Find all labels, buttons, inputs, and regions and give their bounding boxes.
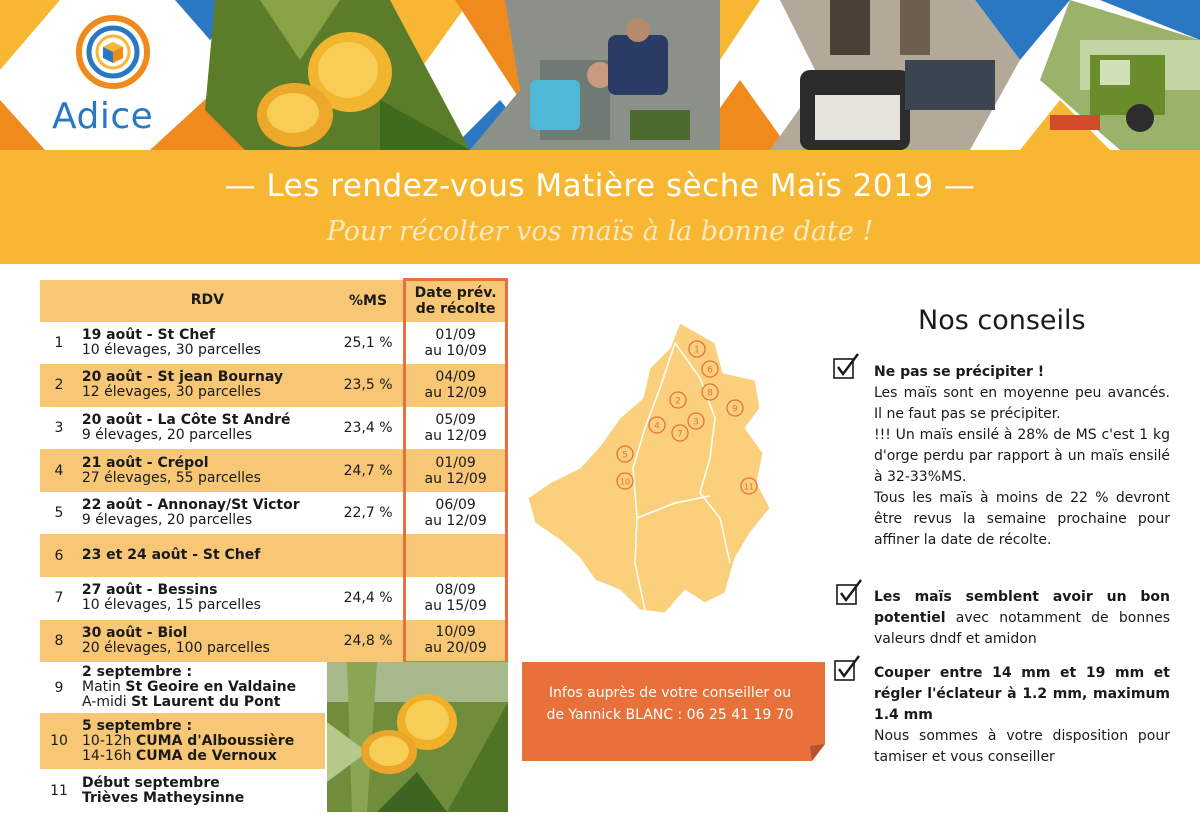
map-marker-label: 5 xyxy=(622,450,628,461)
banner-graphics xyxy=(0,0,1200,150)
table-row xyxy=(40,534,507,577)
rdv-title: 19 août - St Chef xyxy=(81,326,215,343)
row-date xyxy=(405,620,507,663)
rdv-title: 30 août - Biol xyxy=(81,624,188,641)
row-num: 8 xyxy=(54,632,64,649)
row-place: Trièves Matheysinne xyxy=(82,789,245,806)
checkbox-checked-icon xyxy=(835,578,865,608)
map-marker xyxy=(702,361,718,377)
row-date xyxy=(405,364,507,407)
header-date-line1: Date prév. xyxy=(414,285,497,302)
row-text xyxy=(78,665,296,710)
row-title: Début septembre xyxy=(82,774,220,791)
brand-name: Adice xyxy=(52,96,154,137)
row-title: 5 septembre : xyxy=(82,717,193,734)
rdv-sub: 27 élevages, 55 parcelles xyxy=(81,469,261,486)
advice-text: Les maïs sont en moyenne peu avancés. Il ne faut pas se précipiter. xyxy=(874,385,1170,422)
row-prefix: A-midi xyxy=(82,694,132,710)
date-end: au 20/09 xyxy=(424,640,487,657)
header-ms: %MS xyxy=(349,292,388,309)
map-marker-label: 3 xyxy=(693,417,699,428)
row-title: 2 septembre : xyxy=(82,664,193,680)
advice-text: Nous sommes à votre disposition pour tamiser et vous conseiller xyxy=(874,728,1170,765)
date-start: 05/09 xyxy=(435,411,476,428)
rdv-sub: 9 élevages, 20 parcelles xyxy=(81,426,253,443)
map-marker-label: 4 xyxy=(654,421,660,432)
list-item xyxy=(40,769,325,812)
date-start: 06/09 xyxy=(435,497,476,514)
advice-text: Tous les maïs à moins de 22 % devront être revus la semaine prochaine pour affiner la date de récolte. xyxy=(874,490,1170,548)
map-marker-label: 6 xyxy=(707,365,713,376)
row-num: 3 xyxy=(54,419,64,436)
rdv-sub: 9 élevages, 20 parcelles xyxy=(81,512,253,529)
row-prefix: 14-16h xyxy=(82,747,137,764)
map-marker xyxy=(702,384,718,400)
map-marker xyxy=(617,473,633,489)
page-subtitle: Pour récolter vos maïs à la bonne date ! xyxy=(326,216,874,247)
map-marker-label: 10 xyxy=(619,477,631,487)
row-place: St Geoire en Valdaine xyxy=(125,679,297,695)
row-rdv xyxy=(78,364,333,407)
title-band xyxy=(0,150,1200,264)
map-marker-label: 8 xyxy=(707,388,713,399)
map-marker xyxy=(617,446,633,462)
row-ms: 24,7 % xyxy=(343,462,393,479)
advice-title: Ne pas se précipiter ! xyxy=(874,364,1045,380)
map-marker xyxy=(741,478,757,494)
conseils-title: Nos conseils xyxy=(918,305,1086,336)
row-rdv xyxy=(78,449,333,492)
adice-logo-icon xyxy=(68,12,158,102)
advice-title: Les maïs semblent avoir un bon potentiel xyxy=(874,589,1170,626)
info-line-2: de Yannick BLANC : 06 25 41 19 70 xyxy=(546,707,794,723)
row-place: CUMA de Vernoux xyxy=(136,747,277,764)
row-date xyxy=(405,407,507,450)
info-contact xyxy=(522,682,818,726)
table-row xyxy=(40,577,507,620)
row-num: 7 xyxy=(54,590,64,607)
date-start: 10/09 xyxy=(435,624,476,641)
row-text xyxy=(78,776,244,806)
date-start: 01/09 xyxy=(435,454,476,471)
header-rdv: RDV xyxy=(190,292,224,308)
list-item xyxy=(40,662,325,713)
date-end: au 12/09 xyxy=(424,385,487,402)
advice-item xyxy=(874,362,1170,551)
date-start: 08/09 xyxy=(435,582,476,599)
row-date xyxy=(405,534,507,577)
rdv-title: 20 août - St jean Bournay xyxy=(81,369,283,386)
map-marker-label: 11 xyxy=(743,482,755,492)
row-prefix: Matin xyxy=(82,679,126,695)
date-end: au 12/09 xyxy=(424,470,487,487)
row-rdv xyxy=(78,407,333,450)
row-prefix: 10-12h xyxy=(82,732,137,749)
rdv-table xyxy=(40,278,508,664)
rdv-sub: 10 élevages, 30 parcelles xyxy=(81,341,261,358)
table-row xyxy=(40,492,507,535)
map-marker-label: 1 xyxy=(694,345,700,356)
table-header xyxy=(40,280,507,322)
row-num: 6 xyxy=(54,547,64,564)
header-num xyxy=(40,280,78,322)
row-place: St Laurent du Pont xyxy=(131,694,281,710)
row-date xyxy=(405,449,507,492)
info-line-1: Infos auprès de votre conseiller ou xyxy=(548,685,792,701)
row-num: 1 xyxy=(54,334,64,351)
row-num: 5 xyxy=(54,505,64,522)
date-end: au 12/09 xyxy=(424,427,487,444)
row-ms: 23,4 % xyxy=(343,419,393,436)
lower-rows xyxy=(40,662,325,812)
header-date xyxy=(405,280,507,322)
row-num: 10 xyxy=(50,733,68,749)
row-ms: 24,4 % xyxy=(343,590,393,607)
row-place: CUMA d'Alboussière xyxy=(136,732,295,749)
row-num: 11 xyxy=(50,782,68,799)
rdv-sub: 12 élevages, 30 parcelles xyxy=(81,384,261,401)
region-map xyxy=(525,318,775,618)
date-start: 01/09 xyxy=(435,326,476,343)
row-ms: 23,5 % xyxy=(343,377,393,394)
rdv-sub: 10 élevages, 15 parcelles xyxy=(81,597,261,614)
table-row xyxy=(40,364,507,407)
checkbox-checked-icon xyxy=(832,352,862,382)
list-item xyxy=(40,713,325,769)
checkbox-checked-icon xyxy=(833,654,863,684)
date-end: au 15/09 xyxy=(424,598,487,615)
date-start: 04/09 xyxy=(435,369,476,386)
row-num: 9 xyxy=(54,679,64,696)
row-rdv xyxy=(78,534,333,577)
advice-item xyxy=(874,587,1170,650)
advice-title: Couper entre 14 mm et 19 mm et régler l'éclateur à 1.2 mm, maximum 1.4 mm xyxy=(874,665,1170,723)
row-ms: 25,1 % xyxy=(343,334,393,351)
row-rdv xyxy=(78,492,333,535)
row-num: 2 xyxy=(54,377,64,394)
date-end: au 10/09 xyxy=(424,342,487,359)
map-marker xyxy=(688,413,704,429)
header-date-line2: de récolte xyxy=(415,301,496,318)
map-marker-label: 7 xyxy=(677,429,683,440)
map-marker-label: 9 xyxy=(732,404,738,415)
row-rdv xyxy=(78,322,333,365)
rdv-title: 20 août - La Côte St André xyxy=(81,411,291,428)
row-num: 4 xyxy=(54,462,64,479)
table-row xyxy=(40,449,507,492)
row-ms xyxy=(333,534,405,577)
advice-text: !!! Un maïs ensilé à 28% de MS c'est 1 kg d'orge perdu par rapport à un maïs ensilé à 32-33%MS. xyxy=(874,427,1170,485)
advice-text: avec notamment de bonnes valeurs dndf et amidon xyxy=(874,610,1170,647)
map-marker xyxy=(689,341,705,357)
advice-item xyxy=(874,663,1170,768)
rdv-title: 21 août - Crépol xyxy=(81,454,209,471)
rdv-title: 22 août - Annonay/St Victor xyxy=(81,497,300,514)
page-title: — Les rendez-vous Matière sèche Maïs 2019 — xyxy=(224,168,976,204)
map-marker xyxy=(670,392,686,408)
header-banner xyxy=(0,0,1200,150)
map-marker xyxy=(672,425,688,441)
row-text xyxy=(78,719,294,764)
row-date xyxy=(405,492,507,535)
map-marker xyxy=(649,417,665,433)
rdv-sub: 20 élevages, 100 parcelles xyxy=(81,639,270,656)
rdv-title: 27 août - Bessins xyxy=(81,582,218,599)
table-row xyxy=(40,322,507,365)
date-end: au 12/09 xyxy=(424,513,487,530)
row-date xyxy=(405,577,507,620)
rdv-title: 23 et 24 août - St Chef xyxy=(81,547,261,564)
table-row xyxy=(40,407,507,450)
map-marker xyxy=(727,400,743,416)
corn-photo xyxy=(327,662,508,812)
map-marker-label: 2 xyxy=(675,396,681,407)
row-date xyxy=(405,322,507,365)
table-row xyxy=(40,620,507,663)
row-rdv xyxy=(78,620,333,663)
row-rdv xyxy=(78,577,333,620)
row-ms: 22,7 % xyxy=(343,505,393,522)
row-ms: 24,8 % xyxy=(343,632,393,649)
